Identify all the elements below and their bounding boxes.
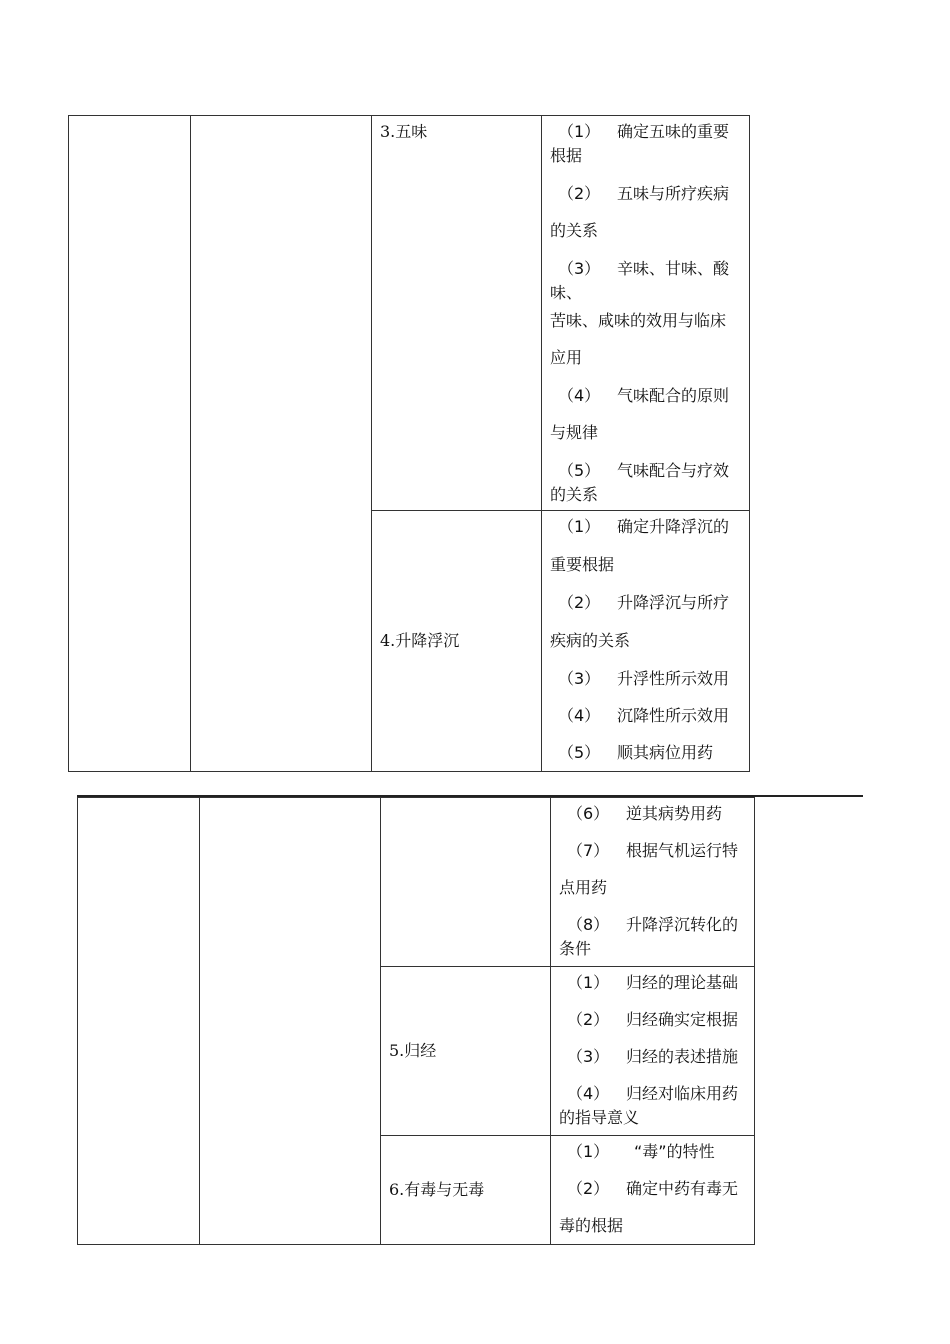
section-4-label: 升降浮沉 [395,631,460,650]
section-5-cell [381,967,551,1136]
section-5-label: 归经 [404,1041,437,1060]
list-item: （1） “毒”的特性 [567,1142,715,1161]
section-3-cell [372,116,542,511]
section-3-number: 3. [380,122,396,141]
list-item: （4） 气味配合的原则 与规律 [550,386,730,442]
list-item: （3） 辛味、甘味、酸 味、 苦味、咸味的效用与临床 应用 [550,259,730,367]
topic-column-cell [200,798,381,1245]
list-item: （8） 升降浮沉转化的 条件 [559,915,739,958]
section-5-items [551,967,755,1136]
section-3-label: 五味 [395,122,428,141]
unit-column-cell [69,116,191,772]
list-item: （6） 逆其病势用药 [567,804,723,823]
section-5-number: 5. [389,1041,405,1060]
topic-column-cell [191,116,372,772]
section-4-cell [372,511,542,772]
list-item: （3） 归经的表述措施 [567,1047,739,1066]
section-6-cell [381,1136,551,1245]
list-item: （4） 归经对临床用药 的指导意义 [559,1084,739,1127]
section-6-items [551,1136,755,1245]
list-item: （1） 确定升降浮沉的 重要根据 [550,517,730,574]
section-4-continued-items [551,798,755,967]
list-item: （1） 确定五味的重要 根据 [550,122,730,165]
section-4-number: 4. [380,631,396,650]
list-item: （5） 气味配合与疗效 的关系 [550,461,730,504]
list-item: （2） 五味与所疗疾病 的关系 [550,184,730,240]
list-item: （3） 升浮性所示效用 [558,669,730,688]
section-4-items [542,511,750,772]
section-3-items [542,116,750,511]
section-4-continued-cell [381,798,551,967]
list-item: （4） 沉降性所示效用 [558,706,730,725]
section-6-number: 6. [389,1180,405,1199]
section-6-label: 有毒与无毒 [404,1180,485,1199]
list-item: （7） 根据气机运行特 点用药 [559,841,739,897]
syllabus-table-1 [68,115,750,772]
syllabus-table-2 [77,797,755,1245]
list-item: （5） 顺其病位用药 [558,743,714,762]
list-item: （2） 归经确实定根据 [567,1010,739,1029]
list-item: （2） 确定中药有毒无 毒的根据 [559,1179,739,1235]
unit-column-cell [78,798,200,1245]
list-item: （2） 升降浮沉与所疗 疾病的关系 [550,593,730,650]
list-item: （1） 归经的理论基础 [567,973,739,992]
